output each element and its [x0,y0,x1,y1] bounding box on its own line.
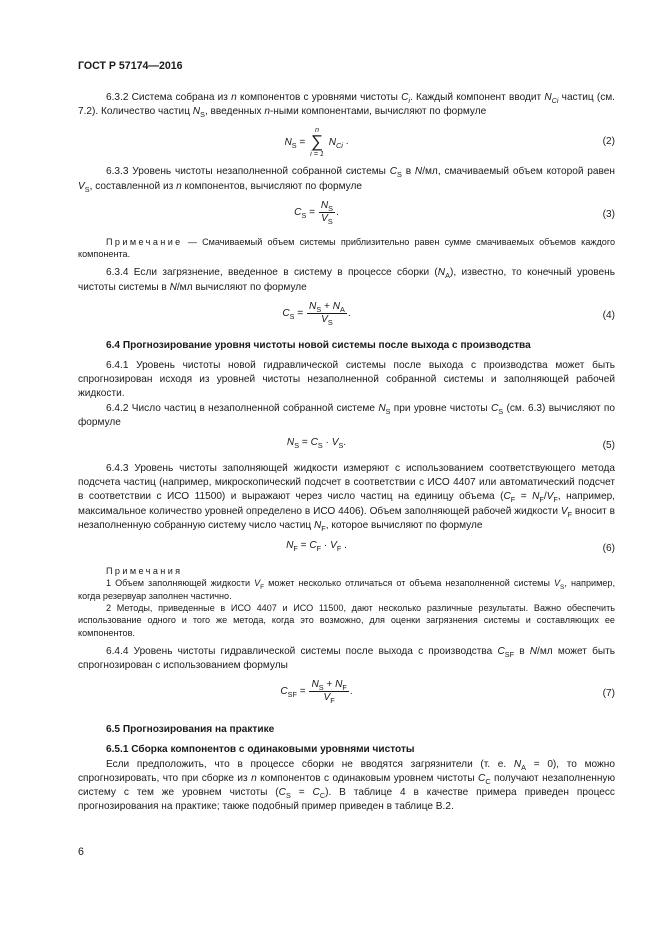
paragraph-6-3-2: 6.3.2 Система собрана из n компонентов с уровнями чистоты $C_i$. Каждый компонент вводит $N_{Ci}$ частиц (см. 7.2). Количество частиц $N_S$, введенных n-ными компонентами, вычисляют по формуле [78,92,615,120]
paragraph-6-4-1: 6.4.1 Уровень чистоты новой гидравлической системы после выхода с производства может быть спрогнозирован исходя из уровней чистоты незаполненной собранной системы и заполняющей рабочей жидкости. [78,360,615,400]
formula-3-lhs: $C_S$ = [294,206,316,220]
formula-4-numerator: $N_S + N_A$ [309,300,345,314]
formula-7-number: (7) [602,688,615,700]
paragraph-6-4-3: 6.4.3 Уровень чистоты заполняющей жидкости измеряют с использованием соответствующего метода подсчета частиц (например, микроскопический подсчет в соответствии с ИСО 4407 или автоматический подсчет в соответствии с ИСО 11500) и выражают через число частиц на единицу объема ($C_F = N_F/V_F$, например, максимальное количество уровней определено в ИСО 4406). Объем заполняющей рабочей жидкости $V_F$ вносит в незаполненную собранную систему число частиц $N_F$, которое вычисляют по формуле [78,463,615,533]
formula-4 [78,301,615,331]
formula-7-fraction [309,679,348,704]
formula-3 [78,200,615,230]
sum-operator [310,125,324,158]
formula-4-tail: . [347,307,351,319]
notes-2-label: Примечания [106,566,183,577]
formula-6 [78,539,615,559]
formula-2-lhs: $N_S$ = [284,136,306,150]
formula-6-number: (6) [602,542,615,554]
subsection-heading-6-5-1: 6.5.1 Сборка компонентов с одинаковыми уровнями чистоты [106,744,415,756]
paragraph-6-5-1: Если предположить, что в процессе сборки не вводятся загрязнители (т. е. $N_A = 0$), то можно спрогнозировать, что при сборке из n компонентов с одинаковым уровнем чистоты $C_C$ получают незаполненную систему с тем же уровнем чистоты $(C_S = C_C)$. В таблице 4 в качестве примера приведен процесс прогнозирования на практике; также подобный пример приведен в таблице В.2. [78,758,616,813]
document-body [78,91,615,814]
paragraph-6-3-3: 6.3.3 Уровень чистоты незаполненной собранной системы $C_S$ в N/мл, смачиваемый объем которой равен $V_S$, составленной из n компонентов, вычисляют по формуле [78,166,615,194]
formula-7 [78,679,615,709]
paragraph-6-3-4: 6.3.4 Если загрязнение, введенное в систему в процессе сборки $(N_A)$, известно, то конечный уровень чистоты системы в N/мл вычисляют по формуле [78,267,615,293]
formula-4-number: (4) [602,309,615,321]
note-1 [78,236,615,261]
note-1-label: Примечание [106,236,183,247]
formula-3-tail: . [336,206,339,218]
paragraph-6-4-2: 6.4.2 Число частиц в незаполненной собранной системе $N_S$ при уровне чистоты $C_S$ (см. 6.3) вычисляют по формуле [78,402,616,428]
formula-7-tail: . [349,686,353,698]
formula-7-denominator: $V_F$ [323,692,335,706]
formula-3-number: (3) [602,208,615,220]
formula-4-denominator: $V_S$ [321,313,333,327]
formula-7-lhs: $C_{SF}$ = [280,686,306,700]
sum-lower-limit: i = 1 [310,149,324,159]
formula-7-numerator: $N_S + N_F$ [311,679,347,693]
sum-upper-limit: n [315,125,320,135]
formula-3-numerator: $N_S$ [320,199,333,213]
formula-2 [78,125,615,159]
formula-3-fraction [319,200,335,225]
note-2-item-1: 1 Объем заполняющей жидкости $V_F$ может несколько отличаться от объема незаполненной системы $V_S$, например, когда резервуар заполнен частично. [78,578,615,601]
formula-4-fraction [307,301,347,326]
paragraph-6-4-4: 6.4.4 Уровень чистоты гидравлической системы после выхода с производства $C_{SF}$ в N/мл может быть спрогнозирован с использованием формулы [78,645,615,672]
page-number: 6 [78,846,84,858]
formula-5 [78,436,615,456]
section-heading-6-5: 6.5 Прогнозирования на практике [106,724,275,736]
formula-5-expression: $N_S = C_S \cdot V_S$. [286,437,347,451]
note-2-item-2: 2 Методы, приведенные в ИСО 4407 и ИСО 11500, дают несколько различные результаты. Важно обеспечить использование одного и того же метода, когда это возможно, для оценки загрязнения системы и составляющих ее компонентов. [78,602,615,638]
formula-2-number: (2) [602,136,615,148]
formula-3-denominator: $V_S$ [321,212,333,226]
formula-6-expression: $N_F = C_F \cdot V_F$ . [286,540,347,554]
section-heading-6-4: 6.4 Прогнозирование уровня чистоты новой системы после выхода с производства [106,339,531,351]
document-header: ГОСТ Р 57174—2016 [78,60,183,72]
formula-5-number: (5) [602,439,615,451]
sigma-symbol: ∑ [310,132,324,152]
formula-2-term: $N_{Ci}$ . [328,136,349,150]
formula-4-lhs: $C_S$ = [282,307,304,321]
note-1-text: — Смачиваемый объем системы приблизительно равен сумме смачиваемых объемов каждого компонента. [78,236,615,260]
